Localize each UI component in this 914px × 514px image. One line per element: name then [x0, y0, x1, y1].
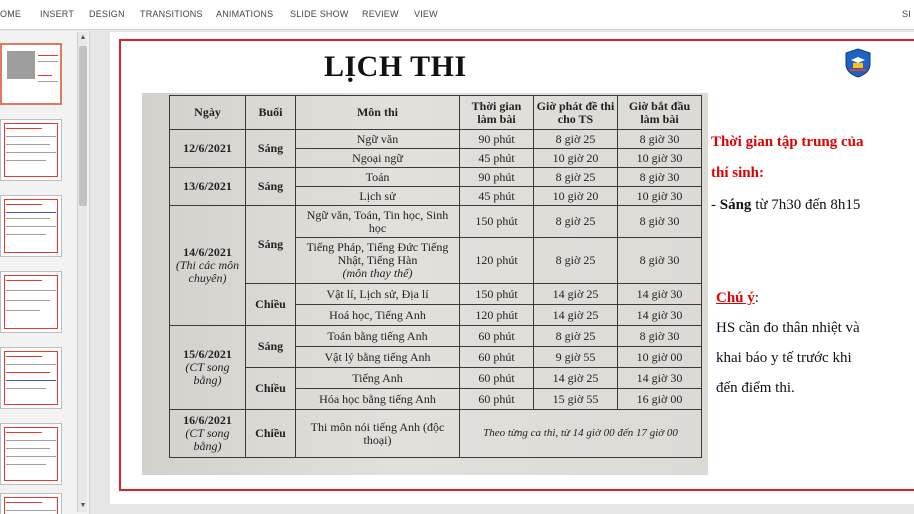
header-session: Buổi [246, 96, 296, 130]
cell-merged-note: Theo từng ca thi, từ 14 giờ 00 đến 17 giờ 00 [460, 410, 702, 458]
tab-home[interactable]: OME [0, 9, 22, 19]
date-note: (CT song bằng) [185, 426, 230, 453]
cell-subject: Toán [296, 168, 460, 187]
cell-duration: 120 phút [460, 305, 534, 326]
cell-subject: Ngữ văn [296, 130, 460, 149]
attention-line-1[interactable]: HS cần đo thân nhiệt và [716, 320, 860, 336]
scroll-up-icon[interactable]: ▲ [79, 34, 87, 41]
cell-start: 8 giờ 30 [618, 238, 702, 284]
exam-schedule-table [169, 95, 702, 458]
cell-subject: Toán bằng tiếng Anh [296, 326, 460, 347]
tab-transitions[interactable]: TRANSITIONS [140, 9, 203, 19]
cell-issue: 14 giờ 25 [534, 305, 618, 326]
cell-issue: 15 giờ 55 [534, 389, 618, 410]
cell-subject: Thi môn nói tiếng Anh (độc thoại) [296, 410, 460, 458]
tab-view[interactable]: VIEW [414, 9, 438, 19]
slide-thumbnail[interactable] [0, 271, 62, 333]
schedule-photo[interactable] [142, 93, 708, 475]
table-header-row [170, 96, 702, 130]
gather-time-text[interactable] [711, 197, 860, 214]
cell-duration: 60 phút [460, 368, 534, 389]
cell-start: 10 giờ 00 [618, 347, 702, 368]
cell-issue: 9 giờ 55 [534, 347, 618, 368]
cell-start: 8 giờ 30 [618, 206, 702, 238]
cell-subject: Lịch sử [296, 187, 460, 206]
cell-session: Sáng [246, 168, 296, 206]
cell-duration: 90 phút [460, 130, 534, 149]
cell-start: 8 giờ 30 [618, 326, 702, 347]
cell-duration: 45 phút [460, 187, 534, 206]
tab-slide-show[interactable]: SLIDE SHOW [290, 9, 349, 19]
cell-issue: 8 giờ 25 [534, 326, 618, 347]
cell-session: Chiều [246, 284, 296, 326]
gather-time-title-line2[interactable]: thí sinh: [711, 165, 764, 181]
slide-thumbnails-pane [0, 31, 90, 514]
cell-subject [296, 238, 460, 284]
cell-start: 8 giờ 30 [618, 130, 702, 149]
cell-start: 16 giờ 00 [618, 389, 702, 410]
cell-issue: 14 giờ 25 [534, 284, 618, 305]
scrollbar-thumb[interactable] [79, 46, 87, 206]
cell-duration: 45 phút [460, 149, 534, 168]
cell-start: 14 giờ 30 [618, 305, 702, 326]
cell-issue: 10 giờ 20 [534, 149, 618, 168]
cell-date: 13/6/2021 [170, 168, 246, 206]
cell-start: 10 giờ 30 [618, 187, 702, 206]
tab-review[interactable]: REVIEW [362, 9, 399, 19]
date-text: 14/6/2021 [183, 245, 232, 259]
table-row [170, 168, 702, 187]
date-text: 16/6/2021 [183, 413, 232, 427]
cell-issue: 8 giờ 25 [534, 238, 618, 284]
cell-session: Sáng [246, 206, 296, 284]
cell-subject: Hoá học, Tiếng Anh [296, 305, 460, 326]
cell-date [170, 206, 246, 326]
cell-date [170, 326, 246, 410]
header-start-time: Giờ bắt đầu làm bài [618, 96, 702, 130]
cell-subject: Tiếng Anh [296, 368, 460, 389]
cell-subject: Hóa học bằng tiếng Anh [296, 389, 460, 410]
ribbon-tab-bar [0, 0, 914, 30]
cell-duration: 120 phút [460, 238, 534, 284]
attention-line-3[interactable]: đến điểm thi. [716, 380, 795, 396]
cell-start: 10 giờ 30 [618, 149, 702, 168]
cell-duration: 150 phút [460, 206, 534, 238]
cell-subject: Ngữ văn, Toán, Tin học, Sinh học [296, 206, 460, 238]
cell-duration: 90 phút [460, 168, 534, 187]
cell-duration: 150 phút [460, 284, 534, 305]
header-subject: Môn thi [296, 96, 460, 130]
subject-text: Tiếng Pháp, Tiếng Đức Tiếng Nhật, Tiếng Hàn [306, 240, 449, 267]
slide-thumbnail[interactable] [0, 195, 62, 257]
cell-session: Sáng [246, 130, 296, 168]
tab-insert[interactable]: INSERT [40, 9, 75, 19]
cell-issue: 8 giờ 25 [534, 130, 618, 149]
slide-thumbnail[interactable] [0, 423, 62, 485]
attention-colon: : [754, 290, 759, 306]
thumbnails-scrollbar[interactable] [77, 32, 87, 512]
cell-session: Sáng [246, 326, 296, 368]
cell-subject: Vật lí, Lịch sử, Địa lí [296, 284, 460, 305]
cell-subject: Vật lý bằng tiếng Anh [296, 347, 460, 368]
cell-duration: 60 phút [460, 347, 534, 368]
gather-time-title-line1[interactable]: Thời gian tập trung của [711, 134, 864, 150]
header-issue-time: Giờ phát đề thi cho TS [534, 96, 618, 130]
cell-start: 14 giờ 30 [618, 284, 702, 305]
cell-date [170, 410, 246, 458]
tab-animations[interactable]: ANIMATIONS [216, 9, 274, 19]
date-note: (Thi các môn chuyên) [175, 258, 240, 285]
date-text: 15/6/2021 [183, 347, 232, 361]
date-note: (CT song bằng) [185, 360, 230, 387]
slide-thumbnail[interactable] [0, 43, 62, 105]
attention-heading[interactable] [716, 290, 759, 307]
cell-duration: 60 phút [460, 389, 534, 410]
cell-issue: 8 giờ 25 [534, 168, 618, 187]
table-row [170, 368, 702, 389]
sign-in-link[interactable]: SI [902, 9, 911, 19]
tab-design[interactable]: DESIGN [89, 9, 125, 19]
header-date: Ngày [170, 96, 246, 130]
gather-range: từ 7h30 đến 8h15 [751, 197, 861, 213]
slide-title[interactable]: LỊCH THI [324, 50, 467, 83]
table-row [170, 326, 702, 347]
cell-issue: 10 giờ 20 [534, 187, 618, 206]
cell-start: 8 giờ 30 [618, 168, 702, 187]
cell-start: 14 giờ 30 [618, 368, 702, 389]
slide-canvas[interactable] [110, 32, 914, 504]
cell-duration: 60 phút [460, 326, 534, 347]
header-duration: Thời gian làm bài [460, 96, 534, 130]
table-row [170, 410, 702, 458]
table-row [170, 284, 702, 305]
cell-issue: 8 giờ 25 [534, 206, 618, 238]
gather-session: Sáng [719, 197, 752, 213]
slide-thumbnail[interactable] [0, 347, 62, 409]
table-row [170, 130, 702, 149]
slide-thumbnail[interactable] [0, 493, 62, 514]
attention-line-2[interactable]: khai báo y tế trước khi [716, 350, 852, 366]
cell-session: Chiều [246, 368, 296, 410]
attention-label: Chú ý [716, 290, 755, 306]
table-row [170, 206, 702, 238]
cell-subject: Ngoại ngữ [296, 149, 460, 168]
scroll-down-icon[interactable]: ▼ [79, 502, 87, 509]
cell-session: Chiều [246, 410, 296, 458]
gather-dash: - [711, 197, 720, 213]
cell-issue: 14 giờ 25 [534, 368, 618, 389]
school-logo-icon [845, 48, 871, 78]
slide-thumbnail[interactable] [0, 119, 62, 181]
cell-date: 12/6/2021 [170, 130, 246, 168]
subject-note: (môn thay thế) [342, 266, 413, 280]
